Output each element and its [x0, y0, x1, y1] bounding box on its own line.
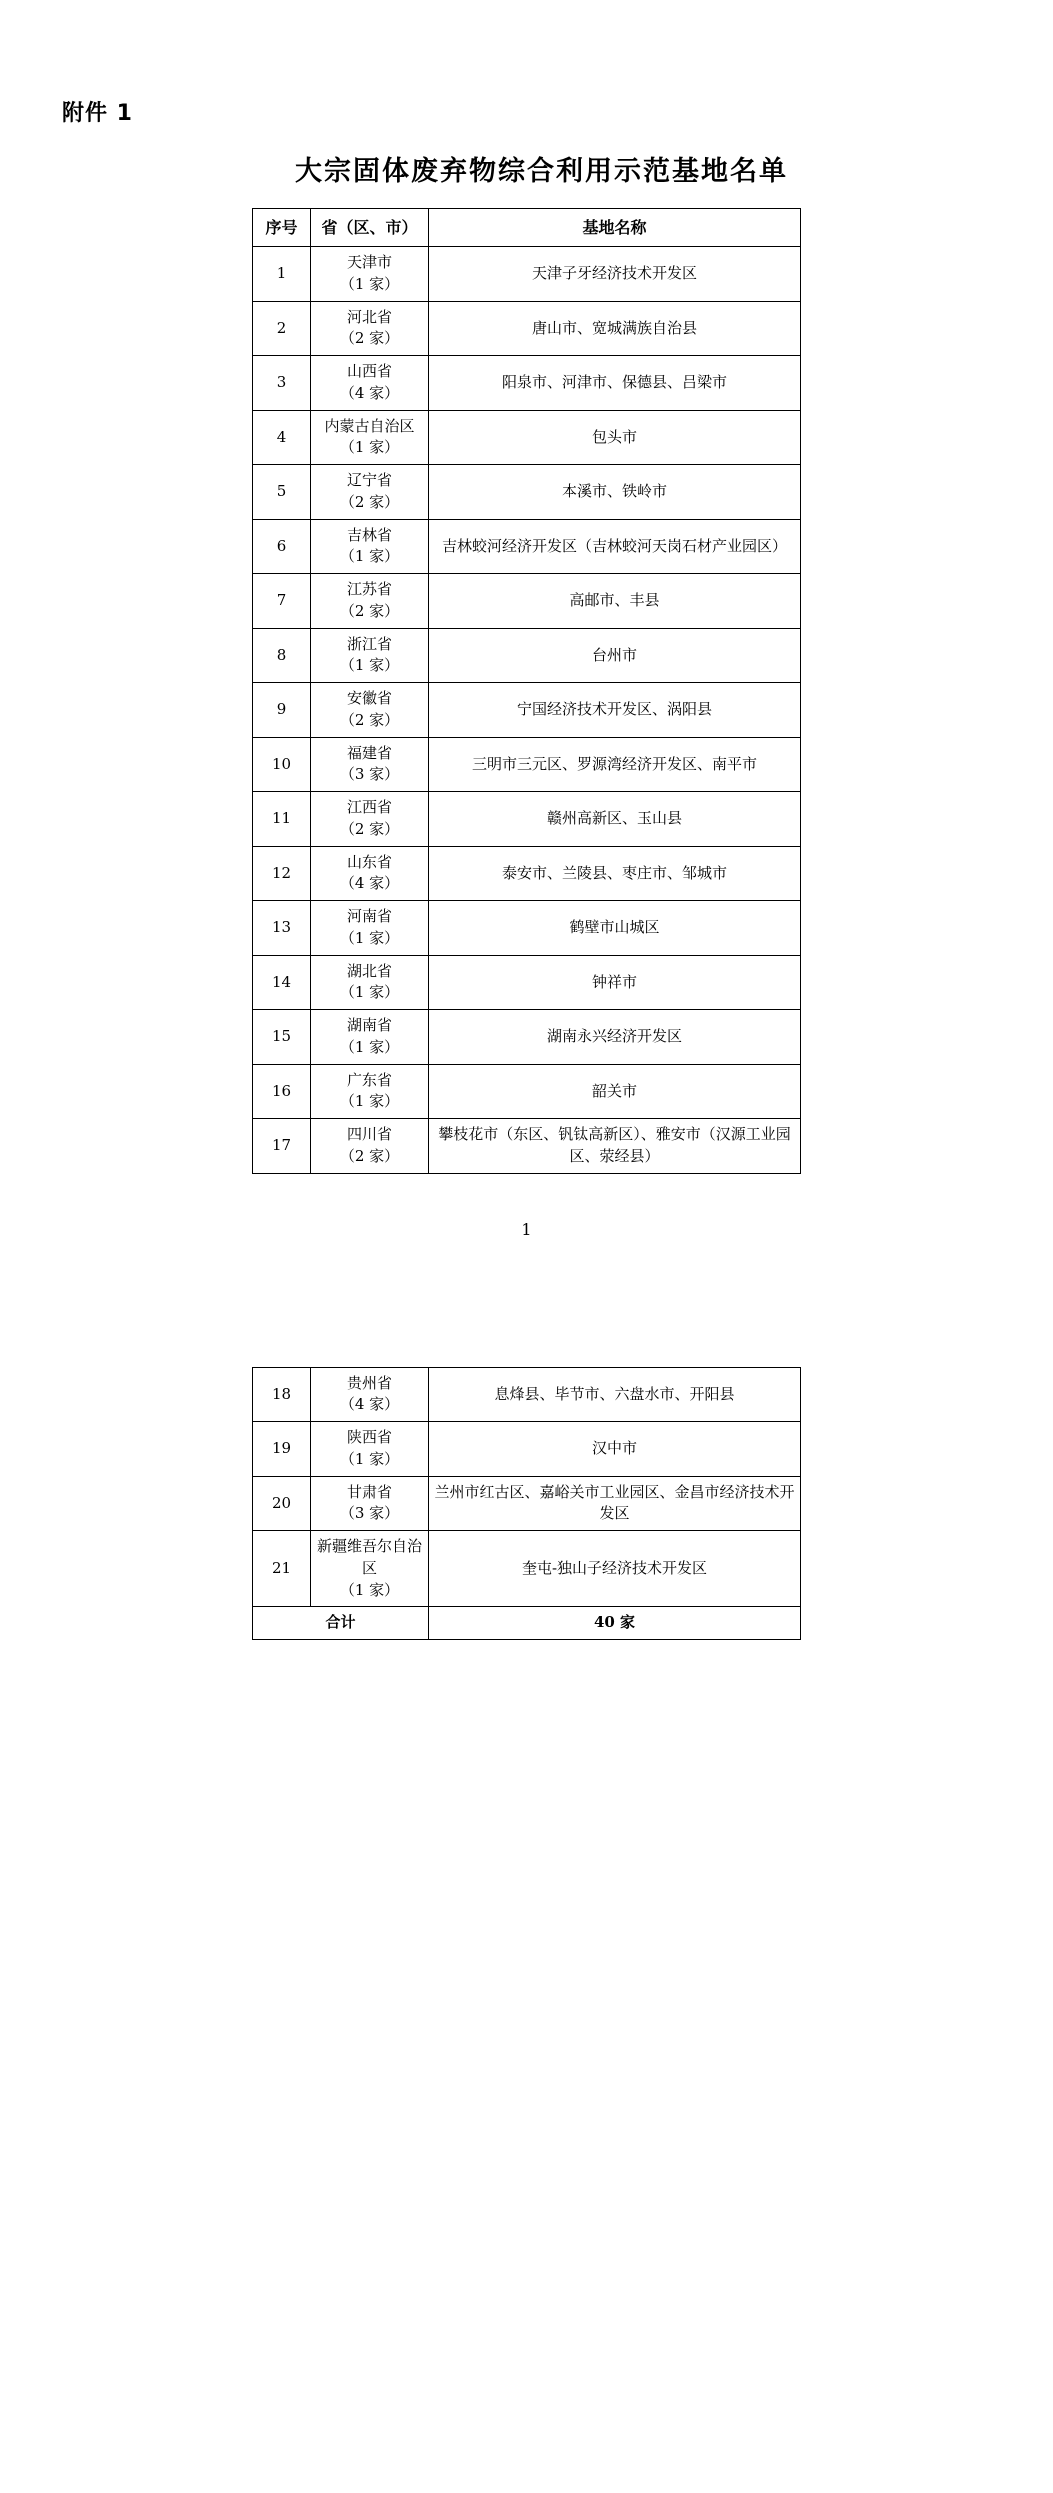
demonstration-base-table-part1 [252, 208, 801, 1174]
province-name: 甘肃省 [346, 1482, 392, 1501]
table-row [253, 465, 801, 520]
province-count: （1 家） [339, 547, 400, 566]
cell-base-names: 吉林蛟河经济开发区（吉林蛟河天岗石材产业园区） [429, 519, 801, 574]
cell-base-names: 奎屯-独山子经济技术开发区 [429, 1531, 801, 1607]
cell-base-names: 兰州市红古区、嘉峪关市工业园区、金昌市经济技术开发区 [429, 1476, 801, 1531]
table-header-row [253, 209, 801, 247]
province-name: 河北省 [346, 307, 392, 326]
cell-province [311, 792, 429, 847]
cell-serial-number: 18 [253, 1367, 311, 1422]
table-row [253, 1119, 801, 1174]
cell-base-names: 宁国经济技术开发区、涡阳县 [429, 683, 801, 738]
cell-province [311, 846, 429, 901]
province-count: （2 家） [339, 710, 400, 729]
cell-serial-number: 5 [253, 465, 311, 520]
table-row [253, 301, 801, 356]
column-header-no: 序号 [253, 209, 311, 247]
cell-province [311, 574, 429, 629]
cell-province [311, 301, 429, 356]
province-name: 陕西省 [346, 1428, 392, 1447]
province-count: （3 家） [339, 1504, 400, 1523]
cell-serial-number: 16 [253, 1064, 311, 1119]
cell-base-names: 阳泉市、河津市、保德县、吕梁市 [429, 356, 801, 411]
cell-province [311, 356, 429, 411]
cell-province [311, 247, 429, 302]
province-count: （1 家） [339, 1092, 400, 1111]
cell-base-names: 三明市三元区、罗源湾经济开发区、南平市 [429, 737, 801, 792]
table-row [253, 792, 801, 847]
table-row [253, 1367, 801, 1422]
table-row [253, 1531, 801, 1607]
table-row-total [253, 1607, 801, 1640]
province-name: 江西省 [346, 798, 392, 817]
province-name: 贵州省 [346, 1373, 392, 1392]
province-name: 广东省 [346, 1070, 392, 1089]
province-name: 内蒙古自治区 [324, 416, 415, 435]
cell-province [311, 1531, 429, 1607]
table-row [253, 247, 801, 302]
attachment-label: 附件 1 [62, 101, 133, 126]
province-count: （4 家） [339, 383, 400, 402]
cell-province [311, 901, 429, 956]
province-name: 吉林省 [346, 525, 392, 544]
province-name: 安徽省 [346, 689, 392, 708]
table-row [253, 628, 801, 683]
cell-province [311, 683, 429, 738]
province-name: 山西省 [346, 362, 392, 381]
cell-province [311, 737, 429, 792]
cell-base-names: 天津子牙经济技术开发区 [429, 247, 801, 302]
cell-serial-number: 9 [253, 683, 311, 738]
province-name: 湖北省 [346, 961, 392, 980]
cell-serial-number: 10 [253, 737, 311, 792]
cell-province [311, 465, 429, 520]
province-name: 辽宁省 [346, 471, 392, 490]
province-count: （2 家） [339, 329, 400, 348]
table-row [253, 356, 801, 411]
cell-base-names: 息烽县、毕节市、六盘水市、开阳县 [429, 1367, 801, 1422]
table-row [253, 901, 801, 956]
column-header-base: 基地名称 [429, 209, 801, 247]
cell-serial-number: 6 [253, 519, 311, 574]
page-break [0, 1239, 1053, 1367]
table-row [253, 1010, 801, 1065]
province-count: （1 家） [339, 1580, 400, 1599]
province-count: （2 家） [339, 819, 400, 838]
cell-base-names: 韶关市 [429, 1064, 801, 1119]
province-name: 江苏省 [346, 580, 392, 599]
cell-province [311, 1367, 429, 1422]
page-title: 大宗固体废弃物综合利用示范基地名单 [295, 156, 788, 187]
cell-base-names: 汉中市 [429, 1422, 801, 1477]
cell-serial-number: 21 [253, 1531, 311, 1607]
table-row [253, 574, 801, 629]
page-number: 1 [521, 1219, 532, 1239]
demonstration-base-table-part2 [252, 1367, 801, 1641]
cell-base-names: 唐山市、宽城满族自治县 [429, 301, 801, 356]
cell-serial-number: 20 [253, 1476, 311, 1531]
table-row [253, 683, 801, 738]
province-count: （4 家） [339, 1395, 400, 1414]
province-name: 四川省 [346, 1125, 392, 1144]
province-count: （1 家） [339, 274, 400, 293]
cell-base-names: 钟祥市 [429, 955, 801, 1010]
cell-province [311, 628, 429, 683]
cell-province [311, 955, 429, 1010]
province-name: 天津市 [346, 253, 392, 272]
cell-serial-number: 8 [253, 628, 311, 683]
cell-serial-number: 19 [253, 1422, 311, 1477]
province-name: 福建省 [346, 743, 392, 762]
cell-serial-number: 7 [253, 574, 311, 629]
cell-base-names: 台州市 [429, 628, 801, 683]
province-count: （1 家） [339, 983, 400, 1002]
column-header-province: 省（区、市） [311, 209, 429, 247]
cell-serial-number: 4 [253, 410, 311, 465]
cell-province [311, 1064, 429, 1119]
table-row [253, 410, 801, 465]
cell-serial-number: 11 [253, 792, 311, 847]
province-count: （1 家） [339, 928, 400, 947]
cell-province [311, 519, 429, 574]
province-name: 湖南省 [346, 1016, 392, 1035]
cell-serial-number: 15 [253, 1010, 311, 1065]
province-name: 河南省 [346, 907, 392, 926]
table-row [253, 1064, 801, 1119]
cell-base-names: 包头市 [429, 410, 801, 465]
cell-base-names: 高邮市、丰县 [429, 574, 801, 629]
total-label: 合计 [253, 1607, 429, 1640]
province-count: （2 家） [339, 1146, 400, 1165]
table-row [253, 1476, 801, 1531]
cell-base-names: 赣州高新区、玉山县 [429, 792, 801, 847]
table-row [253, 846, 801, 901]
cell-province [311, 1119, 429, 1174]
province-count: （1 家） [339, 438, 400, 457]
cell-serial-number: 3 [253, 356, 311, 411]
cell-base-names: 鹤壁市山城区 [429, 901, 801, 956]
province-count: （2 家） [339, 601, 400, 620]
province-count: （1 家） [339, 656, 400, 675]
province-name: 山东省 [346, 852, 392, 871]
cell-base-names: 攀枝花市（东区、钒钛高新区）、雅安市（汉源工业园区、荥经县） [429, 1119, 801, 1174]
province-count: （2 家） [339, 492, 400, 511]
table-row [253, 519, 801, 574]
table-row [253, 737, 801, 792]
cell-serial-number: 17 [253, 1119, 311, 1174]
cell-province [311, 1010, 429, 1065]
cell-base-names: 泰安市、兰陵县、枣庄市、邹城市 [429, 846, 801, 901]
table-row [253, 955, 801, 1010]
table-row [253, 1422, 801, 1477]
cell-province [311, 1476, 429, 1531]
province-count: （1 家） [339, 1449, 400, 1468]
cell-serial-number: 14 [253, 955, 311, 1010]
province-count: （3 家） [339, 765, 400, 784]
cell-base-names: 本溪市、铁岭市 [429, 465, 801, 520]
province-name: 浙江省 [346, 634, 392, 653]
cell-base-names: 湖南永兴经济开发区 [429, 1010, 801, 1065]
bottom-spacer [0, 1640, 1053, 1710]
cell-serial-number: 12 [253, 846, 311, 901]
cell-serial-number: 13 [253, 901, 311, 956]
cell-province [311, 1422, 429, 1477]
total-value: 40 家 [429, 1607, 801, 1640]
province-count: （1 家） [339, 1037, 400, 1056]
cell-province [311, 410, 429, 465]
cell-serial-number: 1 [253, 247, 311, 302]
province-name: 新疆维吾尔自治区 [316, 1537, 422, 1577]
province-count: （4 家） [339, 874, 400, 893]
cell-serial-number: 2 [253, 301, 311, 356]
